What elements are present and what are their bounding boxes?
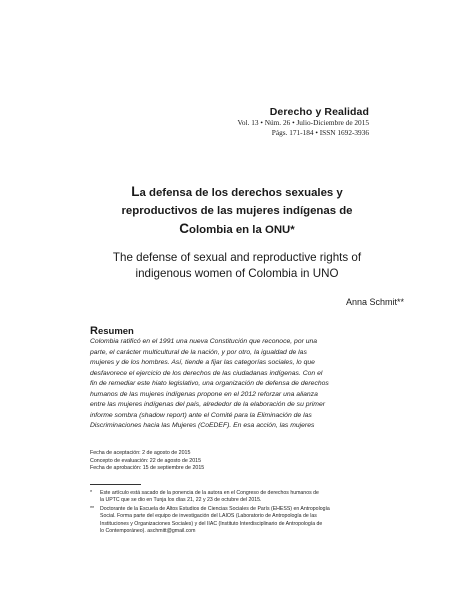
footnote-line: Instituciones y Organizaciones Sociales) y del IIAC (Instituto Interdisciplinario de Antropología de xyxy=(100,520,323,527)
footnote-line: Doctorante de la Escuela de Altos Estudios de Ciencias Sociales de París (EHESS) en Antropología xyxy=(100,505,330,512)
footnote-line: Social. Forma parte del equipo de investigación del LAIOS (Laboratorio de Antropología de las xyxy=(100,513,317,520)
abstract-line: entre las mujeres indígenas del país, alrededor de la elaboración de su primer xyxy=(90,401,326,408)
title-line-1-text: a defensa de los derechos sexuales y xyxy=(139,187,343,199)
date-approved: Fecha de aprobación: 15 de septiembre de 2015 xyxy=(90,465,205,471)
article-dates xyxy=(90,450,204,473)
date-received: Concepto de evaluación: 22 de agosto de 2015 xyxy=(90,457,202,464)
abstract-body xyxy=(90,337,384,432)
title-initial-3: C xyxy=(179,221,190,236)
journal-pages: Págs. 171-184 • ISSN 1692-3936 xyxy=(271,128,369,137)
journal-issue: Vol. 13 • Núm. 26 • Julio-Diciembre de 2015 xyxy=(237,118,369,127)
abstract-line: informe sombra (shadow report) ante el Comité para la Eliminación de las xyxy=(90,411,312,419)
footnote-mark: ** xyxy=(90,505,95,512)
abstract-line: parte, el carácter multicultural de la nación, y por otro, la igualdad de las xyxy=(90,348,307,356)
abstract-heading-text: esumen xyxy=(97,326,134,337)
abstract-heading xyxy=(90,325,134,337)
footnote-line: lo Contemporáneo). aschmitt@gmail.com xyxy=(100,528,196,535)
title-en-line-1: The defense of sexual and reproductive rights of xyxy=(112,251,362,264)
title-line-1 xyxy=(60,183,414,202)
abstract-line: desfavorece el ejercicio de los derechos de las ciudadanas indígenas. Con el xyxy=(90,369,323,377)
journal-name: Derecho y Realidad xyxy=(269,106,369,118)
article-title-en xyxy=(60,250,414,282)
title-line-3-text: olombia en la ONU* xyxy=(189,224,295,236)
title-en-line-2: indigenous women of Colombia in UNO xyxy=(135,267,339,280)
footnote-mark: * xyxy=(90,490,93,496)
title-line-2: reproductivos de las mujeres indígenas de xyxy=(121,205,353,217)
abstract-line: Colombia ratificó en el 1991 una nueva Constitución que reconoce, por una xyxy=(90,338,318,345)
date-accepted: Fecha de aceptación: 2 de agosto de 2015 xyxy=(90,450,191,456)
abstract-heading-initial: R xyxy=(90,325,98,337)
article-title-es xyxy=(60,183,414,239)
footnote xyxy=(90,506,386,536)
abstract-line: mujeres y de los hombres. Así, tiende a fijar las categorías sociales, lo que xyxy=(90,359,315,366)
abstract-line: fin de remediar este hiato legislativo, una organización de defensa de derechos xyxy=(90,380,329,387)
title-initial-1: L xyxy=(131,184,140,199)
footnote xyxy=(90,490,386,505)
journal-header xyxy=(238,106,369,138)
footnotes xyxy=(90,490,386,536)
footnote-divider xyxy=(90,484,141,485)
abstract-line: humanos de las mujeres indígenas propone en el 2012 reforzar una alianza xyxy=(90,390,318,398)
title-line-3 xyxy=(60,220,414,239)
author-name: Anna Schmit** xyxy=(345,297,404,307)
abstract-line: Discriminaciones hacia las Mujeres (CoEDEF). En esa acción, las mujeres xyxy=(90,422,315,429)
footnote-line: Este artículo está sacado de la ponencia de la autora en el Congreso de derechos humanos de xyxy=(100,490,319,496)
footnote-line: la UPTC que se dio en Tunja los días 21, 22 y 23 de octubre del 2015. xyxy=(100,497,262,504)
